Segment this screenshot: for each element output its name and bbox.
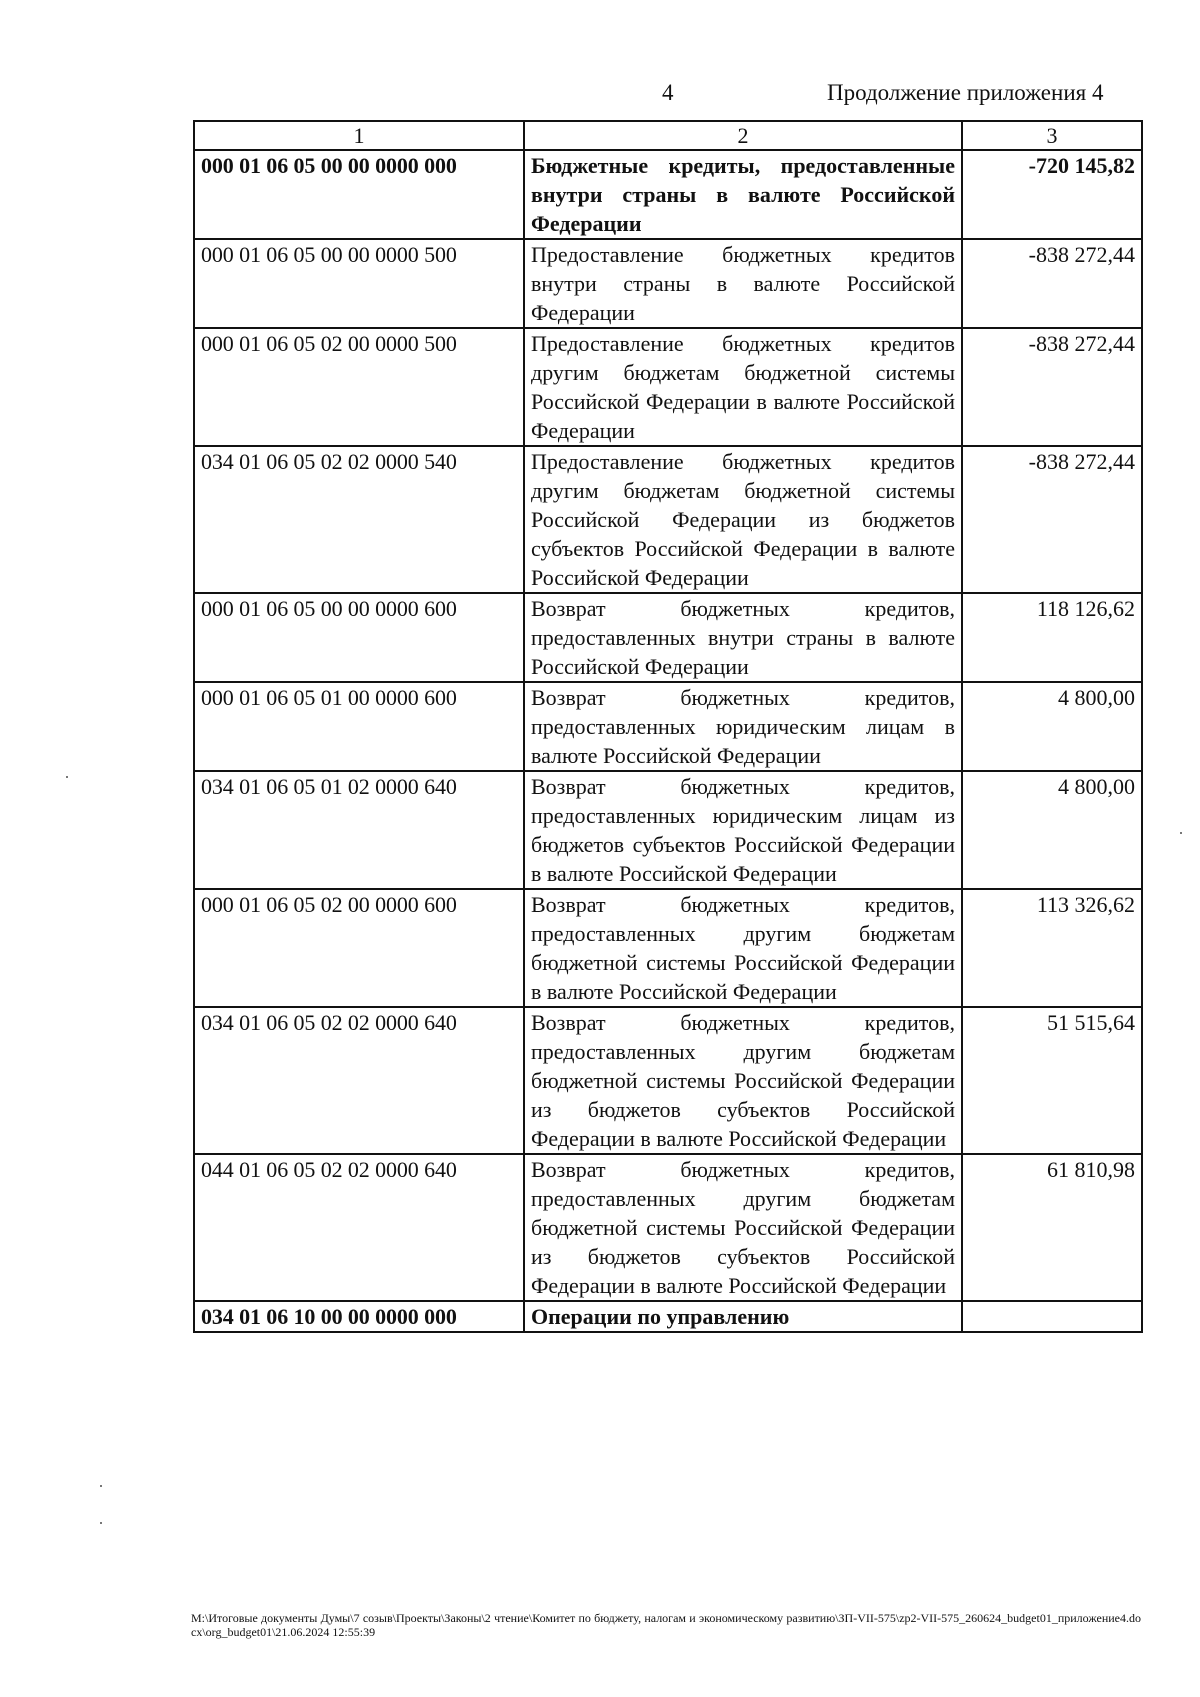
amount: -838 272,44 — [962, 446, 1142, 593]
classification-code: 000 01 06 05 01 00 0000 600 — [194, 682, 524, 771]
amount: 4 800,00 — [962, 771, 1142, 889]
table-row — [194, 150, 1142, 239]
budget-sources-table — [193, 120, 1143, 1333]
table-row — [194, 889, 1142, 1007]
source-name: Возврат бюджетных кредитов, предоставленных внутри страны в валюте Российской Федерации — [524, 593, 962, 682]
source-name: Возврат бюджетных кредитов, предоставленных юридическим лицам из бюджетов субъектов Российской Федерации в валюте Российской Федерации — [524, 771, 962, 889]
amount: 4 800,00 — [962, 682, 1142, 771]
table-row — [194, 446, 1142, 593]
column-number-3: 3 — [962, 121, 1142, 150]
scan-speck — [1180, 832, 1182, 834]
page-number: 4 — [662, 80, 674, 105]
classification-code: 000 01 06 05 02 00 0000 500 — [194, 328, 524, 446]
classification-code: 000 01 06 05 00 00 0000 000 — [194, 150, 524, 239]
amount: -838 272,44 — [962, 328, 1142, 446]
classification-code: 034 01 06 05 02 02 0000 640 — [194, 1007, 524, 1154]
source-name: Возврат бюджетных кредитов, предоставленных другим бюджетам бюджетной системы Российской Федерации из бюджетов субъектов Российской Федерации в валюте Российской Федерации — [524, 1007, 962, 1154]
amount: -720 145,82 — [962, 150, 1142, 239]
source-name: Предоставление бюджетных кредитов другим бюджетам бюджетной системы Российской Федерации в валюте Российской Федерации — [524, 328, 962, 446]
classification-code: 000 01 06 05 00 00 0000 500 — [194, 239, 524, 328]
source-name: Бюджетные кредиты, предоставленные внутри страны в валюте Российской Федерации — [524, 150, 962, 239]
classification-code: 044 01 06 05 02 02 0000 640 — [194, 1154, 524, 1301]
document-file-path: M:\Итоговые документы Думы\7 созыв\Проекты\Законы\2 чтение\Комитет по бюджету, налогам и экономическому развитию\ЗП-VII-575\zp2-VII-575_260624_budget01_приложение4.docx\org_budget01\21.06.2024 12:55:39 — [191, 1611, 1141, 1639]
table-row — [194, 682, 1142, 771]
table-row — [194, 771, 1142, 889]
source-name: Операции по управлению — [524, 1301, 962, 1332]
table-row — [194, 1301, 1142, 1332]
amount: 118 126,62 — [962, 593, 1142, 682]
scan-speck — [66, 776, 68, 778]
amount: 51 515,64 — [962, 1007, 1142, 1154]
source-name: Возврат бюджетных кредитов, предоставленных другим бюджетам бюджетной системы Российской Федерации из бюджетов субъектов Российской Федерации в валюте Российской Федерации — [524, 1154, 962, 1301]
amount: -838 272,44 — [962, 239, 1142, 328]
amount: 113 326,62 — [962, 889, 1142, 1007]
classification-code: 034 01 06 05 01 02 0000 640 — [194, 771, 524, 889]
source-name: Предоставление бюджетных кредитов другим бюджетам бюджетной системы Российской Федерации из бюджетов субъектов Российской Федерации в валюте Российской Федерации — [524, 446, 962, 593]
scan-speck — [100, 1485, 102, 1487]
table-row — [194, 593, 1142, 682]
source-name: Возврат бюджетных кредитов, предоставленных другим бюджетам бюджетной системы Российской Федерации в валюте Российской Федерации — [524, 889, 962, 1007]
classification-code: 034 01 06 05 02 02 0000 540 — [194, 446, 524, 593]
appendix-continuation-label: Продолжение приложения 4 — [827, 80, 1104, 105]
column-number-1: 1 — [194, 121, 524, 150]
classification-code: 000 01 06 05 02 00 0000 600 — [194, 889, 524, 1007]
table-row — [194, 1007, 1142, 1154]
classification-code: 034 01 06 10 00 00 0000 000 — [194, 1301, 524, 1332]
source-name: Предоставление бюджетных кредитов внутри страны в валюте Российской Федерации — [524, 239, 962, 328]
table-row — [194, 1154, 1142, 1301]
amount — [962, 1301, 1142, 1332]
column-number-row — [194, 121, 1142, 150]
amount: 61 810,98 — [962, 1154, 1142, 1301]
table-row — [194, 239, 1142, 328]
column-number-2: 2 — [524, 121, 962, 150]
source-name: Возврат бюджетных кредитов, предоставленных юридическим лицам в валюте Российской Федерации — [524, 682, 962, 771]
table-body — [194, 121, 1142, 1332]
classification-code: 000 01 06 05 00 00 0000 600 — [194, 593, 524, 682]
scan-speck — [100, 1522, 102, 1524]
table-row — [194, 328, 1142, 446]
